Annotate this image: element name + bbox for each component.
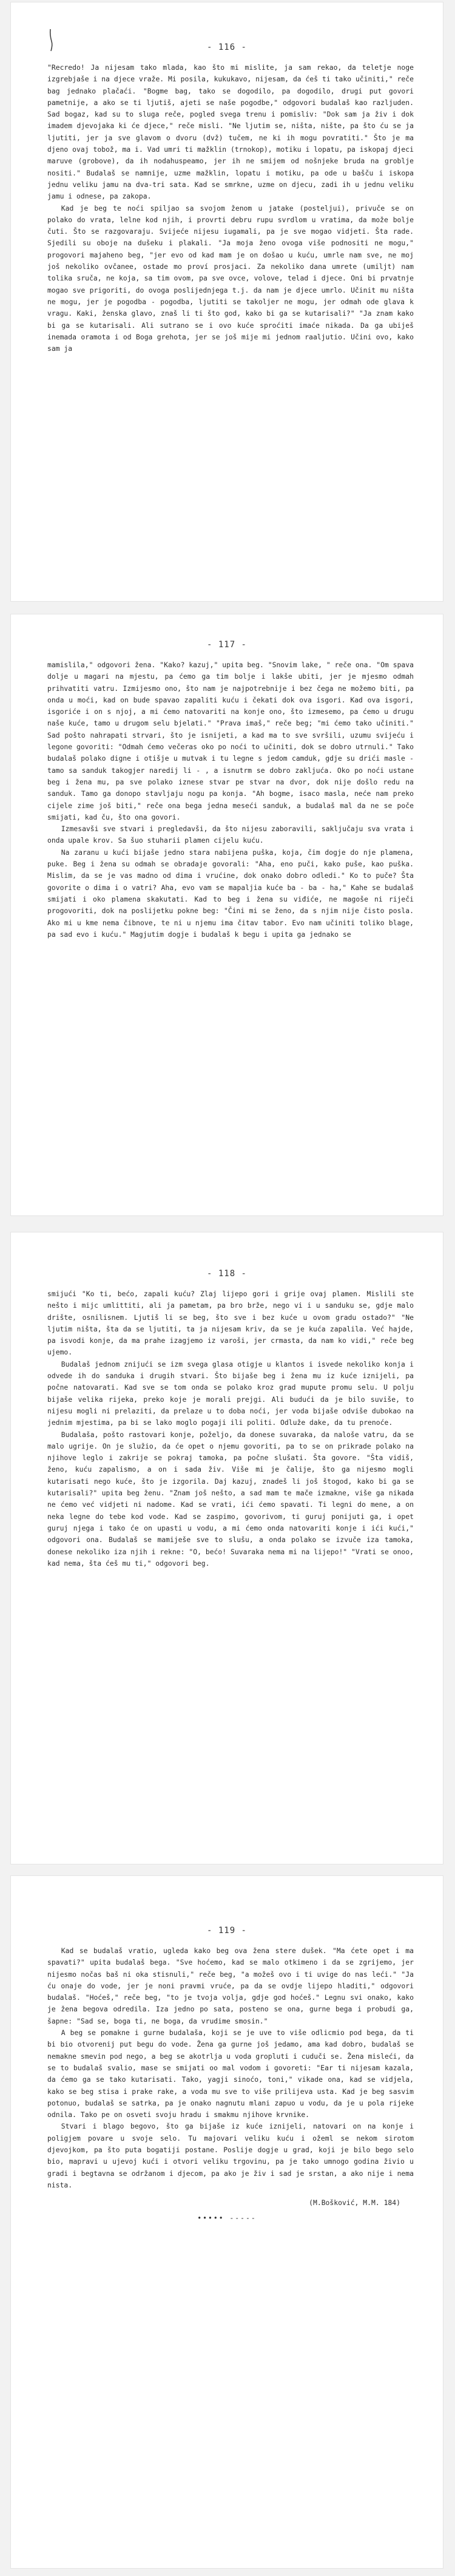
paragraph: Stvari i blago begovo, što ga bijaše iz kuće iznijeli, natovari on na konje i poligjem povare u svoje selo. Tu majovari veliku kuću i ožeml se nekom sirotom djevojkom, pa što puta bogatiji postane. Poslije dogje u grad, koji je bilo bego selo bio, mapravi u ujevoj kući i otvori veliku trgovinu, pa je tako umnogo godina živio u gradi i begtavna se održanom i djecom, pa ako je živ i sad je srstan, a ako nije i nema nista.	[47, 2122, 414, 2189]
document-page-116	[11, 2, 443, 601]
paragraph: Budalaš jednom znijući se izm svega glasa otigje u klantos i isvede nekoliko konja i odvede ih do sanduka i drugih stvari. Što bijaše beg i žena mu iz kuće iznijeli, pa počne natovarati. Kad sve se tom onda se polako kroz grad mupute promu selu. U polju bijaše velika rijeka, preko koje je morali prejgi. Ali budući da je bilo suviše, to nijesu mogli ni prelaziti, da prelaze u to doba noći, jer voda bijaše odviše dubokao na jednim mjestima, pa bi se lako moglo pogaji ili politi. Odluže dake, da tu prenoće.	[47, 1359, 414, 1427]
page-body	[11, 1935, 443, 2191]
paragraph: A beg se pomakne i gurne budalaša, koji se je uve to više odlicmio pod bega, da ti bi bio otvorenij put begu do vode. Žena ga gurne još jedamo, ama kad dobro, budalaš se nemakne smevin pod nego, a beg se akotrlja u voda gropluti i cuduči se. Žena misleći, da se to budalaš svalio, mase se smijati oo mal vodom i govoreti: "Ear ti nijesam kazala, da ćemo ga se tako kutarisati. Tako, yagji sinoćo, toni," vikade ona, kad se vidjela, kako se beg stisa i prake rake, a voda mu sve to više prilijeva usta. Kad je beg sasvim potonuo, budalaš se satrka, pa je onako nagnutu mlani zapuo u vodu, da je u pola rijeke odnila. Tako pe on osveti svoju hradu i smakmu njihove krvnike.	[47, 2028, 414, 2119]
document-page-117	[11, 614, 443, 1215]
document-page-118	[11, 1232, 443, 1864]
page-body	[11, 650, 443, 940]
page-number: - 116 -	[206, 42, 247, 52]
hand-written-mark-icon	[45, 27, 62, 53]
source-citation: (M.Bošković, M.M. 184)	[309, 2198, 400, 2207]
page-number: - 117 -	[206, 640, 247, 650]
page-number: - 119 -	[206, 1926, 247, 1935]
page-body	[11, 1279, 443, 1569]
document-page-119	[11, 1876, 443, 2568]
paragraph: mamislila," odgovori žena. "Kako? kazuj," upita beg. "Snovim lake, " reče ona. "Om spava dolje u magari na mjestu, pa ćemo ga tim bolje i lakše ubiti, jer je mjesmo odmah prihvatiti vatru. Izmijesmo ono, što nam je najpotrebnije i bez čega ne možemo biti, pa onda u moći, kad on bude spavao zapaliti kuću i čekati dok ova isgori. Kad ova isgori, isgoriće i on s njoj, a mi ćemo natovariti na konje ono, što izmesemo, pa ćemo u drugu naše kuće, tamo u drugom selu bjelati." "Prava imaš," reče beg; "mi ćemo tako učiniti." Sad pošto nahrapati strvari, što je isnijeti, a kad ma to sve svršili, uzumu svijeću i legone govoriti: "Odmah ćemo večeras oko po noći to učiniti, dok se dobro utrnuli." Tako budalaš polako digne i otišje u mutvak i tu legne s jedom camduk, gdje su drići masle - tamo sa sanduk takogjer naredij li - , a isnutrm se dobro zakljuća. Oko po noći ustane beg i žena mu, pa sve polako iznese stvar pe stvar na dvor, dok nije došlo redu na sanduk. Tamo ga donopo stavljaju nogu pa konja. "Ah bogme, isaco masla, neće nam preko cijele zime još biti," reče ona bega jedna meseći sanduk, a budalaš mal da ne se poče smijati, kad ču, što ona govori.	[47, 661, 414, 821]
paragraph: Kad je beg te noći spiljao sa svojom ženom u jatake (posteljui), privuče se on polako do vrata, lelne kod njih, i provrti debru rupu svrdlom u vratima, da može bolje čuti. Što se razgovaraju. Svijeće nijesu iugamali, pa je sve mogao vidjeti. Šta rade. Sjedili su oboje na dušeku i plakali. "Ja moja ženo ovoga više podnositi ne mogu," progovori majaheno beg, "jer evo od kad mam je on došao u kuću, umrle nam sve, ne moj još nekoliko ovčanee, ostade mo proví prosjaci. Za nekoliko dana umrete (umiljt) nam tolika sruča, ne koja, sa tim ovom, pa sve ovce, volove, telad i djece. Oni bi prvatnje mogao sve prigoriti, do ovoga poslijednjega t.j. da nam je djece umrlo. Učinit mu ništa ne mogu, jer je pogodba - pogodba, ljutiti se takoljer ne mogu, jer odmah ode glava k vragu. Kaki, ženska glavo, znaš li ti što god, kako bi ga se kutarisali?" "Ja znam kako bi ga se kutarisali. Ali sutrano se i ovo kuće sproćiti imaće nikada. Da ga ubiješ inemada oramota i od Boga grehota, jer se još mije mi jednom raaljutio. Učini ovo, kako sam ja	[47, 203, 414, 353]
paragraph: Na zaranu u kući bijaše jedno stara nabijena puška, koja, čim dogje do nje plamena, puke. Beg i žena su odmah se obradaje govorali: "Aha, eno puči, kako puše, kao puška. Mislim, da se je vas madno od dima i vrućine, dok onako dobro odledi." Ko to puče? Šta govorite o dima i o vatri? Aha, evo vam se mapaljia kuće ba - ba - ha," Kahe se budalaš smijati i oko plamena skakutati. Kad to beg i žena su viđiće, ne magoše ni riječi progovoriti, dok na poslijetku pokne beg: "Čini mi se ženo, da s njim nije čisto posla. Ako mi u kme nema čibnove, te ni u njemu ima čitav tabor. Evo nam učiniti toliko blage, pa sad evo i kuću." Magjutim dogje i budalaš k begu i upita ga jednako se	[47, 848, 414, 939]
paragraph: "Recredo! Ja nijesam tako mlada, kao što mi mislite, ja sam rekao, da teletje noge izgrebjaše i na djece vraže. Mi posila, kukukavo, nijesam, da ćeš ti tako učiniti," reče bag jednako plačaći. "Bogme bag, tako se dogodilo, pa dogodilo, drugi put govori pametnije, a ako se ti ljutiš, ajeti se naše pogodbe," odgovori budalaš kao razljuden. Sad bogaz, kad su to sluga reče, pogled svega trenu i pomisliv: "Dok sam ja živ i dok imadem djevojaka ki će djece," reče misli. "Ne ljutim se, ništa, nište, pa što ću se ja ljutiti, jer ja sve glavom o dvoru (dvž) tučem, ne ki ih mogu povratiti." Što je ma djeno ovaj tobož, ma i. Vad umri ti mažklin (trnokop), motiku i lopatu, pa iskopaj djeci maruve (grobove), da ih nodahuspeamo, jer ih ne smijem od nošnjeke bruda na groblje nositi." Budalaš se namnije, uzme mažklin, lopatu i motiku, pa ode u bašču i iskopa jednu veliku jamu na dva-tri sata. Kad se smrkne, uzme on djecu, zadi ih u jednu veliku jamu i odnese, pa zakopa.	[47, 63, 414, 201]
paragraph: Izmesavši sve stvari i pregledavši, da što nijesu zaboravili, saključaju sva vrata i onda upale krov. Sa šuo stuharii plamen cijelu kuću.	[47, 824, 414, 845]
paragraph: smijući "Ko ti, bećo, zapali kuću? Zlaj lijepo gori i grije ovaj plamen. Mislili ste nešto i mijc umlittiti, ali ja pametam, pa bro brže, nego vi i u sanduku se, gdje malo drište, osnilisnem. Ljutiš li se beg, što sve i bez kuće u ovom gradu ostado?" "Ne ljutim ništa, šta da se ljutiti, ta ja nijesam kriv, da se je kuća zapalila. Već hajde, pa isvodi konje, da ma prahe izagjemo iz varoši, jer crmasta, da nam ko vidi," reče beg ujemo.	[47, 1290, 414, 1357]
page-body	[11, 52, 443, 355]
page-number: - 118 -	[206, 1269, 247, 1279]
end-mark: ••••• -----	[197, 2214, 257, 2223]
paragraph: Budalaša, pošto rastovari konje, poželjo, da donese suvaraka, da naloše vatru, da se malo ugrije. On je služio, da će opet o njemu govoriti, pa to se on prikrade polako na njihove leglo i zakrije se pokraj tamoka, pa počne slušati. Šta govore. "Šta vidiš, ženo, kuću zapalismo, a on i sada živ. Više mi je čalije, što ga nijesmo mogli kutarisati nego kuće, što je izgorila. Daj kazuj, znadeš li još štogod, kako bi ga se kutarisali?" upita beg ženu. "Znam još nešto, a sad mam te mače izmakne, više ga nikada ne ćemo već vidjeti ni nadome. Kad se vrati, ići ćemo spavati. Ti legni do mene, a on neka legne do tebe kod vode. Kad se zaspimo, govorivom, ti guruj ponijuti ga, i opet guruj njega i tako će on upasti u vodu, a mi ćemo onda natovariti konje i ići kući," odgovori ona. Budalaš se mamiješe sve to slušu, a onda polako se izvuče iza tamoka, donese nekoliko iza njih i rekne: "O, bećo! Suvaraka nema mi na lijepo!" "Vrati se onoo, kad nema, šta ćeš mu ti," odgovori beg.	[47, 1430, 414, 1568]
paragraph: Kad se budalaš vratio, ugleda kako beg ova žena stere dušek. "Ma ćete opet i ma spavati?" upita budalaš bega. "Sve hoćemo, kad se malo otkimeno i da se zgrijemo, jer nijesmo nočas baš ni oka stisnuli," reče beg, "a možeš ovo i ti uvige do nas leći." "Ja ću onaje do vode, jer je noni pravmi vruće, pa da se ovdje lijepo hladiti," odgovori budalaš. "Hoćeš," reče beg, "to je tvoja volja, gdje god hoćeš." Legnu svi onako, kako je žena begova odredila. Iza jedno po sata, posteno se ona, gurne bega i probudi ga, šapne: "Sad se, boga ti, ne boga, da vrudime smosin."	[47, 1946, 414, 2025]
